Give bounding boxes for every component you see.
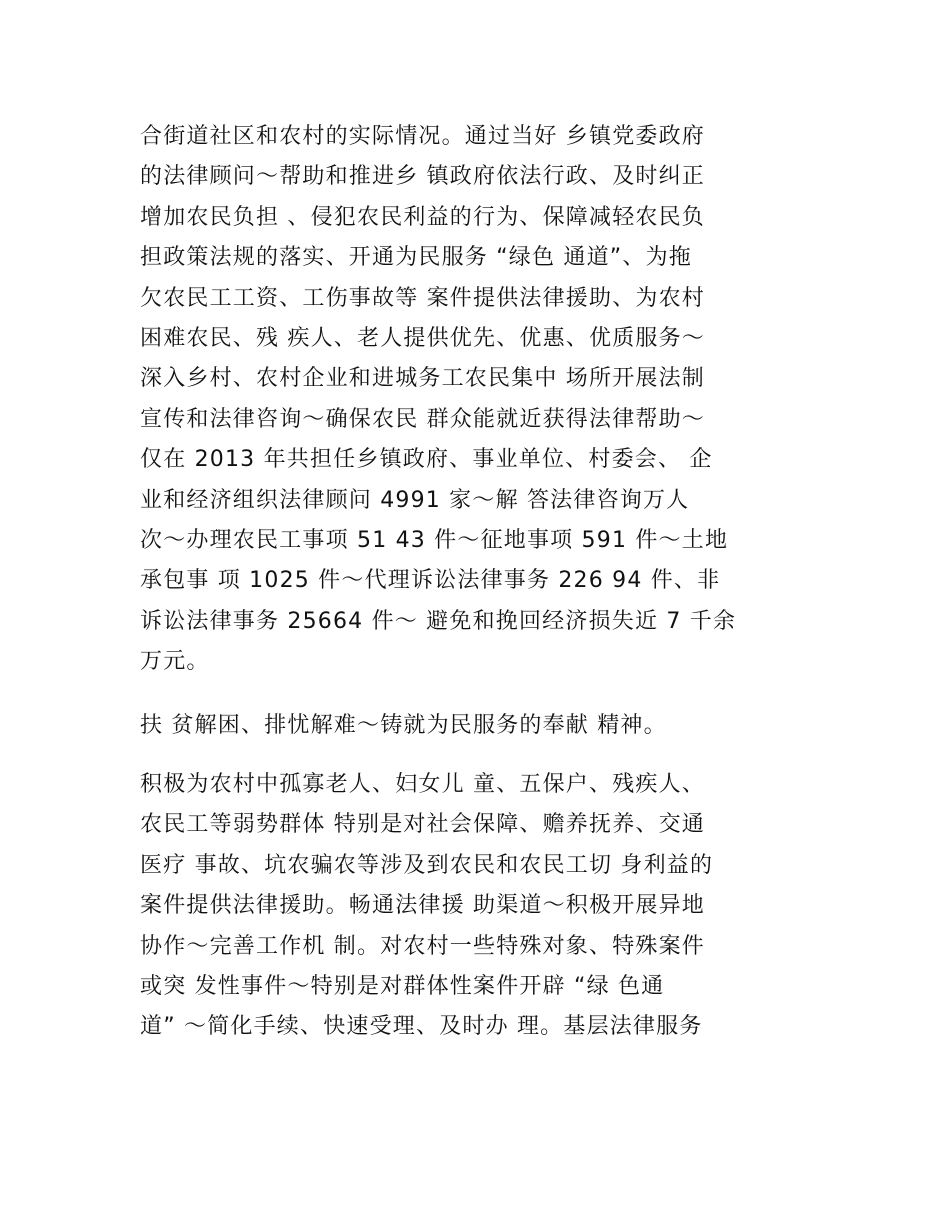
text-line: 仅在 2013 年共担任乡镇政府、事业单位、村委会、 企	[140, 447, 713, 473]
paragraph-legal-aid-vulnerable-groups	[140, 765, 820, 1048]
text-line: 农民工等弱势群体 特别是对社会保障、赡养抚养、交通	[140, 812, 705, 838]
text-line: 积极为农村中孤寡老人、妇女儿 童、五保户、残疾人、	[140, 772, 705, 797]
text-line: 欠农民工工资、工伤事故等 案件提供法律援助、为农村	[140, 285, 705, 311]
text-line: 增加农民负担 、侵犯农民利益的行为、保障减轻农民负	[140, 204, 705, 230]
text-line: 道” ～简化手续、快速受理、及时办 理。基层法律服务	[140, 1014, 703, 1040]
text-line: 的法律顾问～帮助和推进乡 镇政府依法行政、及时纠正	[140, 164, 705, 190]
text-line: 次～办理农民工事项 51 43 件～征地事项 591 件～土地	[140, 527, 729, 553]
paragraph-legal-counsel-services	[140, 117, 820, 682]
text-line: 担政策法规的落实、开通为民服务 “绿色 通道”、为拖	[140, 245, 692, 271]
text-line: 案件提供法律援助。畅通法律援 助渠道～积极开展异地	[140, 893, 705, 919]
text-line: 医疗 事故、坑农骗农等涉及到农民和农民工切 身利益的	[140, 852, 714, 878]
text-line: 扶 贫解困、排忧解难～铸就为民服务的奉献 精神。	[140, 713, 667, 738]
text-line: 合街道社区和农村的实际情况。通过当好 乡镇党委政府	[140, 124, 705, 149]
text-line: 万元。	[140, 649, 210, 675]
text-line: 宣传和法律咨询～确保农民 群众能就近获得法律帮助～	[140, 406, 705, 432]
text-line: 诉讼法律事务 25664 件～ 避免和挽回经济损失近 7 千余	[140, 608, 737, 634]
text-line: 深入乡村、农村企业和进城务工农民集中 场所开展法制	[140, 366, 705, 392]
text-line: 承包事 项 1025 件～代理诉讼法律事务 226 94 件、非	[140, 568, 721, 594]
paragraph-poverty-relief-heading	[140, 706, 820, 746]
text-line: 业和经济组织法律顾问 4991 家～解 答法律咨询万人	[140, 487, 690, 513]
text-line: 协作～完善工作机 制。对农村一些特殊对象、特殊案件	[140, 933, 705, 959]
text-line: 或突 发性事件～特别是对群体性案件开辟 “绿 色通	[140, 973, 665, 999]
text-line: 困难农民、残 疾人、老人提供优先、优惠、优质服务～	[140, 325, 705, 351]
